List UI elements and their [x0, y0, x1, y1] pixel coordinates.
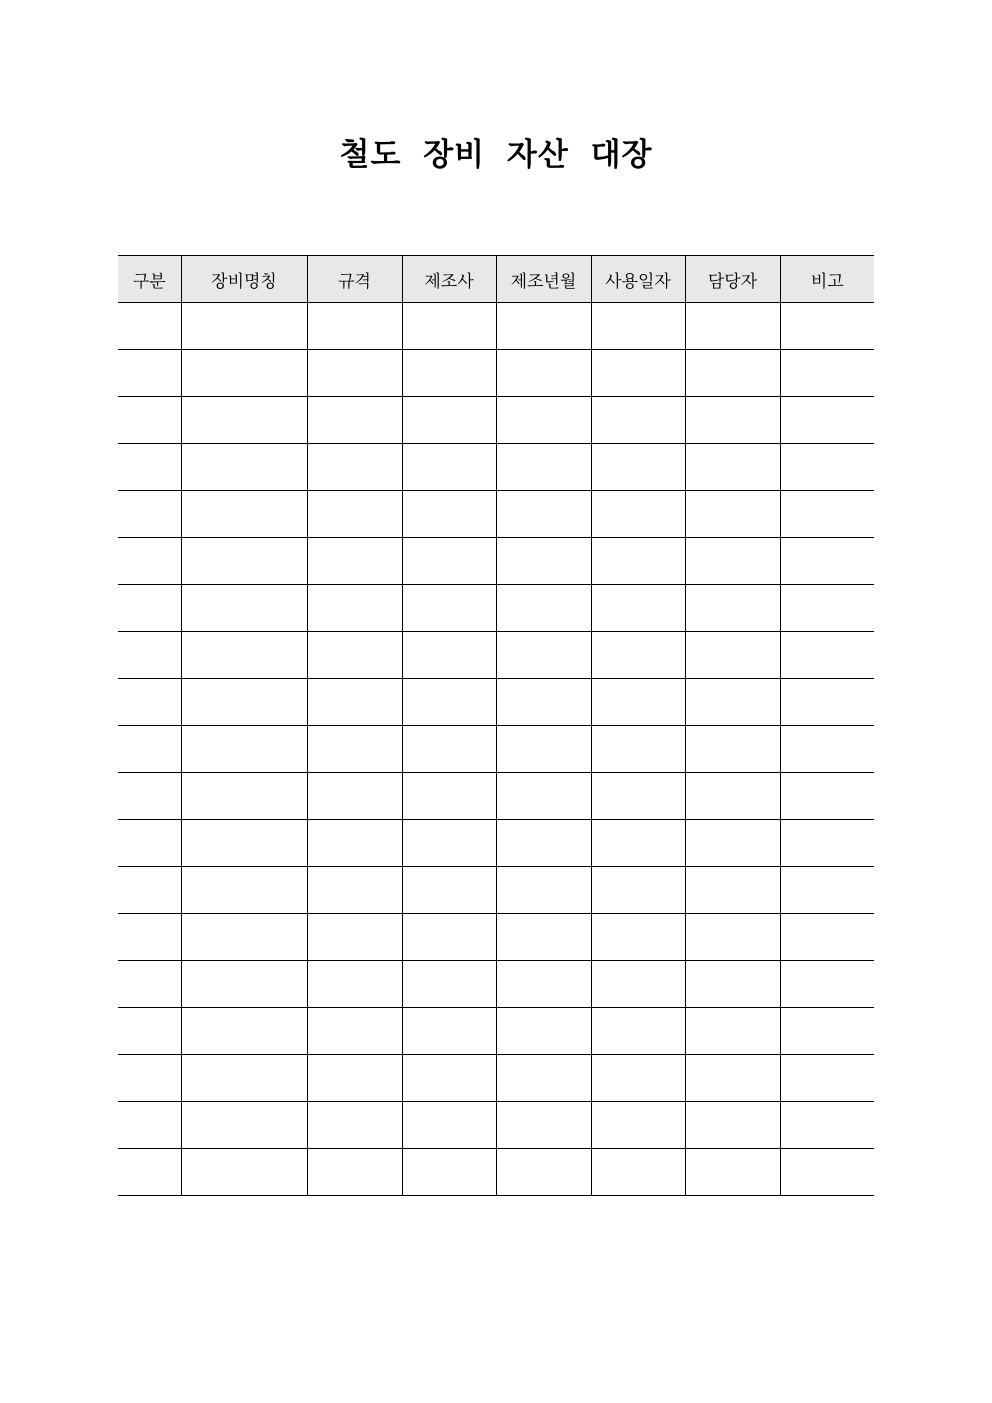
table-cell[interactable]: [118, 961, 181, 1008]
table-cell[interactable]: [496, 538, 591, 585]
table-cell[interactable]: [402, 303, 496, 350]
table-cell[interactable]: [780, 444, 874, 491]
table-cell[interactable]: [591, 444, 685, 491]
table-cell[interactable]: [496, 350, 591, 397]
table-row: [118, 1149, 874, 1196]
table-cell[interactable]: [181, 820, 307, 867]
table-cell[interactable]: [307, 538, 402, 585]
table-cell[interactable]: [685, 585, 780, 632]
table-cell[interactable]: [181, 350, 307, 397]
table-cell[interactable]: [402, 773, 496, 820]
header-row: [118, 256, 874, 303]
table-cell[interactable]: [181, 679, 307, 726]
table-cell[interactable]: [402, 914, 496, 961]
table-cell[interactable]: [685, 303, 780, 350]
table-cell[interactable]: [780, 820, 874, 867]
table-cell[interactable]: [780, 1008, 874, 1055]
table-cell[interactable]: [402, 1008, 496, 1055]
table-cell[interactable]: [685, 726, 780, 773]
table-cell[interactable]: [591, 585, 685, 632]
table-cell[interactable]: [307, 585, 402, 632]
column-header-person-in-charge: 담당자: [685, 256, 780, 303]
table-cell[interactable]: [591, 1055, 685, 1102]
table-cell[interactable]: [685, 914, 780, 961]
table-cell[interactable]: [402, 538, 496, 585]
table-cell[interactable]: [496, 1149, 591, 1196]
table-cell[interactable]: [118, 1055, 181, 1102]
table-cell[interactable]: [496, 961, 591, 1008]
table-cell[interactable]: [181, 303, 307, 350]
table-cell[interactable]: [181, 1008, 307, 1055]
column-header-manufacturer: 제조사: [402, 256, 496, 303]
table-cell[interactable]: [307, 303, 402, 350]
table-cell[interactable]: [307, 820, 402, 867]
table-cell[interactable]: [307, 1055, 402, 1102]
table-cell[interactable]: [181, 867, 307, 914]
table-row: [118, 961, 874, 1008]
table-cell[interactable]: [118, 1102, 181, 1149]
table-cell[interactable]: [118, 444, 181, 491]
table-cell[interactable]: [780, 585, 874, 632]
table-cell[interactable]: [181, 1055, 307, 1102]
table-cell[interactable]: [685, 350, 780, 397]
table-cell[interactable]: [181, 1149, 307, 1196]
table-cell[interactable]: [402, 491, 496, 538]
table-cell[interactable]: [181, 632, 307, 679]
table-cell[interactable]: [118, 491, 181, 538]
table-cell[interactable]: [591, 397, 685, 444]
table-cell[interactable]: [685, 632, 780, 679]
table-cell[interactable]: [118, 397, 181, 444]
table-cell[interactable]: [118, 1008, 181, 1055]
table-row: [118, 914, 874, 961]
table-cell[interactable]: [402, 1149, 496, 1196]
column-header-usage-date: 사용일자: [591, 256, 685, 303]
table-cell[interactable]: [118, 867, 181, 914]
table-cell[interactable]: [591, 1008, 685, 1055]
table-cell[interactable]: [181, 585, 307, 632]
table-cell[interactable]: [780, 726, 874, 773]
table-cell[interactable]: [402, 632, 496, 679]
table-cell[interactable]: [685, 773, 780, 820]
table-cell[interactable]: [496, 726, 591, 773]
table-row: [118, 397, 874, 444]
table-cell[interactable]: [118, 1149, 181, 1196]
table-cell[interactable]: [780, 1102, 874, 1149]
table-cell[interactable]: [591, 726, 685, 773]
table-cell[interactable]: [181, 773, 307, 820]
table-row: [118, 585, 874, 632]
table-cell[interactable]: [402, 867, 496, 914]
table-cell[interactable]: [780, 914, 874, 961]
table-cell[interactable]: [181, 914, 307, 961]
table-cell[interactable]: [307, 961, 402, 1008]
table-cell[interactable]: [496, 303, 591, 350]
table-cell[interactable]: [591, 773, 685, 820]
table-cell[interactable]: [307, 632, 402, 679]
table-cell[interactable]: [496, 444, 591, 491]
table-cell[interactable]: [402, 585, 496, 632]
table-row: [118, 679, 874, 726]
table-cell[interactable]: [591, 491, 685, 538]
table-cell[interactable]: [402, 1055, 496, 1102]
table-cell[interactable]: [591, 538, 685, 585]
table-cell[interactable]: [307, 1102, 402, 1149]
table-cell[interactable]: [118, 820, 181, 867]
table-cell[interactable]: [496, 914, 591, 961]
table-cell[interactable]: [496, 632, 591, 679]
table-row: [118, 820, 874, 867]
table-cell[interactable]: [685, 1149, 780, 1196]
table-cell[interactable]: [780, 1149, 874, 1196]
table-cell[interactable]: [307, 679, 402, 726]
table-cell[interactable]: [118, 773, 181, 820]
table-cell[interactable]: [591, 1102, 685, 1149]
table-cell[interactable]: [307, 867, 402, 914]
page-title: 철도 장비 자산 대장: [339, 137, 653, 173]
table-cell[interactable]: [307, 1008, 402, 1055]
table-cell[interactable]: [118, 914, 181, 961]
table-row: [118, 444, 874, 491]
table-cell[interactable]: [181, 1102, 307, 1149]
table-cell[interactable]: [591, 820, 685, 867]
table-cell[interactable]: [402, 961, 496, 1008]
column-header-equipment-name: 장비명칭: [181, 256, 307, 303]
table-cell[interactable]: [780, 1055, 874, 1102]
table-cell[interactable]: [181, 726, 307, 773]
table-cell[interactable]: [685, 1055, 780, 1102]
table-cell[interactable]: [591, 1149, 685, 1196]
table-cell[interactable]: [780, 679, 874, 726]
table-cell[interactable]: [402, 444, 496, 491]
table-cell[interactable]: [181, 397, 307, 444]
table-cell[interactable]: [181, 491, 307, 538]
table-cell[interactable]: [118, 585, 181, 632]
table-cell[interactable]: [591, 867, 685, 914]
column-header-remarks: 비고: [780, 256, 874, 303]
table-cell[interactable]: [685, 961, 780, 1008]
table-row: [118, 1102, 874, 1149]
table-cell[interactable]: [496, 773, 591, 820]
equipment-asset-table: [118, 255, 874, 1196]
table-cell[interactable]: [496, 867, 591, 914]
table-cell[interactable]: [118, 679, 181, 726]
table-cell[interactable]: [402, 350, 496, 397]
table-row: [118, 538, 874, 585]
table-cell[interactable]: [118, 350, 181, 397]
table-cell[interactable]: [591, 679, 685, 726]
table-row: [118, 303, 874, 350]
table-row: [118, 867, 874, 914]
table-row: [118, 491, 874, 538]
table-cell[interactable]: [591, 961, 685, 1008]
table-cell[interactable]: [591, 914, 685, 961]
column-header-category: 구분: [118, 256, 181, 303]
table-header: [118, 256, 874, 303]
table-cell[interactable]: [685, 820, 780, 867]
table-cell[interactable]: [685, 1008, 780, 1055]
table-cell[interactable]: [780, 350, 874, 397]
table-row: [118, 726, 874, 773]
table-cell[interactable]: [307, 444, 402, 491]
table-cell[interactable]: [307, 491, 402, 538]
table-cell[interactable]: [496, 397, 591, 444]
table-cell[interactable]: [780, 303, 874, 350]
table-cell[interactable]: [118, 726, 181, 773]
table-cell[interactable]: [685, 867, 780, 914]
table-body: [118, 303, 874, 1196]
table-cell[interactable]: [402, 726, 496, 773]
table-cell[interactable]: [402, 397, 496, 444]
table-cell[interactable]: [685, 397, 780, 444]
table-cell[interactable]: [118, 538, 181, 585]
table-row: [118, 773, 874, 820]
table-cell[interactable]: [496, 1102, 591, 1149]
table-cell[interactable]: [118, 303, 181, 350]
table-cell[interactable]: [780, 867, 874, 914]
column-header-manufacture-date: 제조년월: [496, 256, 591, 303]
table-cell[interactable]: [685, 679, 780, 726]
table-cell[interactable]: [402, 1102, 496, 1149]
table-row: [118, 632, 874, 679]
table-cell[interactable]: [496, 1055, 591, 1102]
table-cell[interactable]: [685, 1102, 780, 1149]
table-cell[interactable]: [780, 632, 874, 679]
table-row: [118, 1055, 874, 1102]
table-row: [118, 350, 874, 397]
table-cell[interactable]: [402, 820, 496, 867]
column-header-specification: 규격: [307, 256, 402, 303]
table-cell[interactable]: [591, 632, 685, 679]
table-row: [118, 1008, 874, 1055]
table-cell[interactable]: [307, 726, 402, 773]
table-cell[interactable]: [591, 350, 685, 397]
table-cell[interactable]: [685, 444, 780, 491]
table-cell[interactable]: [780, 491, 874, 538]
table-cell[interactable]: [307, 350, 402, 397]
table-cell[interactable]: [780, 773, 874, 820]
table-cell[interactable]: [118, 632, 181, 679]
table-cell[interactable]: [685, 491, 780, 538]
table-cell[interactable]: [307, 397, 402, 444]
table-cell[interactable]: [307, 914, 402, 961]
table-cell[interactable]: [181, 444, 307, 491]
table-cell[interactable]: [181, 538, 307, 585]
table-cell[interactable]: [685, 538, 780, 585]
table-cell[interactable]: [307, 1149, 402, 1196]
table-cell[interactable]: [780, 538, 874, 585]
table-cell[interactable]: [181, 961, 307, 1008]
table-cell[interactable]: [496, 820, 591, 867]
table-cell[interactable]: [591, 303, 685, 350]
table-cell[interactable]: [496, 679, 591, 726]
table-cell[interactable]: [496, 1008, 591, 1055]
table-cell[interactable]: [496, 585, 591, 632]
table-cell[interactable]: [780, 961, 874, 1008]
table-cell[interactable]: [496, 491, 591, 538]
table-cell[interactable]: [780, 397, 874, 444]
table-cell[interactable]: [402, 679, 496, 726]
table-cell[interactable]: [307, 773, 402, 820]
